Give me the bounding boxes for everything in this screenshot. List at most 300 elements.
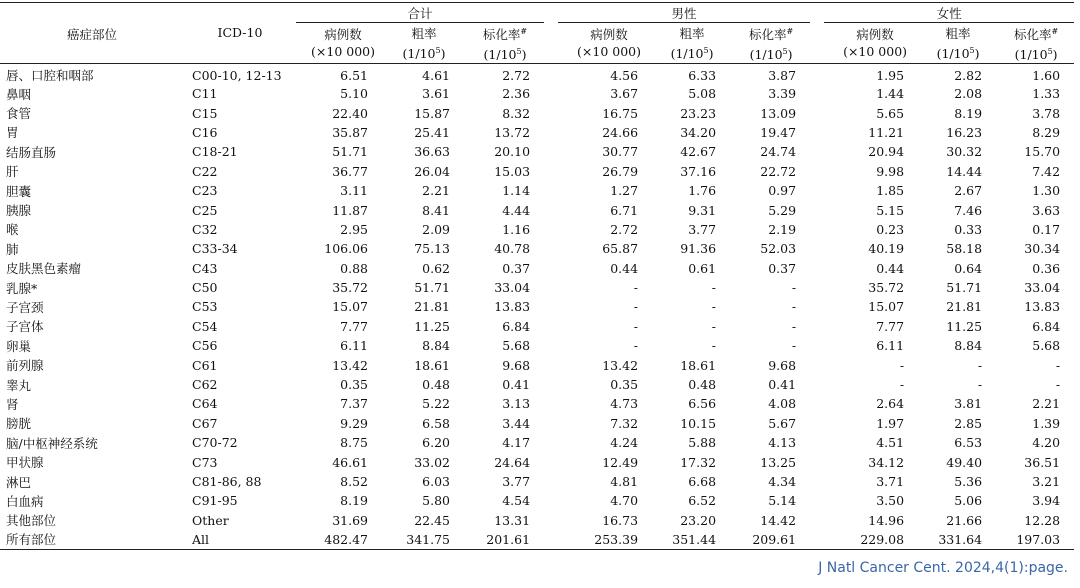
cell-male-cases: 4.73 [610,396,639,412]
cell-male-cases: 3.67 [610,86,639,102]
crude-label: 粗率 [945,25,971,41]
cell-total-cases: 22.40 [332,105,368,121]
cell-gap [810,123,824,142]
cell-female-asr: 0.17 [1032,221,1061,237]
asr-label: 标化率 [748,27,787,42]
cell-gap [544,64,558,85]
cell-total-crude: 8.84 [422,338,450,354]
cell-male-cases: 16.73 [602,512,639,528]
cell-total-cases: 2.95 [340,221,368,237]
cell-female-crude: 8.84 [954,338,983,354]
cell-female-cases: 5.65 [876,105,905,121]
cell-male-cases: 4.70 [610,493,639,509]
cell-gap [810,355,824,374]
cell-female-cases: 3.71 [876,474,905,489]
table-row [0,220,1074,239]
table-row [0,375,1074,394]
cell-gap [810,64,824,85]
subheader-gap [810,23,824,64]
cell-icd: C00-10, 12-13 [192,67,282,83]
cell-gap [544,84,558,103]
header-site: 癌症部位 [0,3,184,64]
cell-total-asr: 3.77 [502,474,531,489]
cell-female-asr: 13.83 [1024,299,1061,315]
cell-female-asr: 2.21 [1032,396,1061,412]
cell-site: 喉 [6,222,19,238]
cell-site: 唇、口腔和咽部 [6,68,94,83]
cell-total-asr: 201.61 [486,531,531,547]
cell-gap [544,452,558,471]
cell-male-crude: 6.68 [688,474,717,489]
cell-female-crude: 0.64 [954,260,983,276]
cell-female-cases: 1.95 [876,67,905,83]
cell-site: 白血病 [6,493,44,509]
cell-site: 脑/中枢神经系统 [6,435,98,451]
cell-female-crude: 5.06 [954,493,983,509]
table-row [0,181,1074,200]
subheader-total-asr: 标化率# $(1/10^5)$ [482,27,528,62]
cell-total-crude: 341.75 [406,531,450,547]
cell-total-crude: 4.61 [422,67,450,83]
cell-female-crude: 21.81 [946,299,983,315]
subheader-total-cases [296,23,382,64]
cell-total-cases: 51.71 [332,144,368,160]
cases-unit: (×10 000) [843,44,908,59]
citation-text: J Natl Cancer Cent. 2024,4(1):page. [818,560,1068,576]
cell-site: 睾丸 [6,377,32,393]
cell-total-cases: 8.75 [340,435,368,451]
cell-icd: C15 [192,105,218,121]
cases-unit: (×10 000) [577,44,642,59]
cell-icd: C33-34 [192,241,238,257]
cell-total-asr: 13.31 [494,512,531,528]
cell-total-cases: 0.88 [340,260,368,276]
cell-icd: C53 [192,299,218,315]
subheader-male-crude: 粗率 $(1/10^5)$ [670,25,714,61]
table-row [0,123,1074,142]
cell-male-asr: 24.74 [760,144,797,160]
cell-male-asr: 0.97 [768,183,797,199]
cell-male-crude: 91.36 [680,241,717,257]
cell-total-crude: 5.22 [422,396,450,412]
cell-gap [544,491,558,510]
cell-male-crude: 37.16 [680,163,717,179]
cell-total-cases: 8.19 [340,493,368,509]
cell-male-cases: - [633,280,639,296]
cell-site: 所有部位 [6,532,57,548]
table-row [0,239,1074,258]
subheader-male-asr: 标化率# $(1/10^5)$ [748,27,794,62]
cell-total-cases: 0.35 [340,377,368,393]
cell-gap [544,278,558,297]
crude-label: 粗率 [411,25,437,41]
cell-male-cases: 16.75 [602,105,639,121]
cell-male-asr: 5.14 [768,493,797,509]
cases-unit: (×10 000) [311,44,375,59]
subheader-total-crude: 粗率 $(1/10^5)$ [402,25,446,61]
cell-male-asr: 0.37 [768,260,797,276]
cell-total-cases: 106.06 [324,241,368,257]
cell-female-asr: 36.51 [1024,454,1061,470]
cell-total-asr: 4.17 [502,435,531,451]
table-row [0,259,1074,278]
table-row [0,530,1074,549]
cell-total-asr: 0.37 [502,260,531,276]
cell-gap [810,414,824,433]
cell-female-asr: 12.28 [1024,512,1061,528]
asr-label: 标化率 [1013,27,1052,42]
cell-gap [810,491,824,510]
cell-total-asr: 24.64 [494,454,531,470]
cell-site: 鼻咽 [6,86,32,102]
cell-male-crude: 5.08 [688,86,717,102]
cell-total-crude: 2.09 [422,221,450,237]
cell-icd: C70-72 [192,435,238,451]
cell-male-asr: 4.34 [768,474,797,489]
cell-total-asr: 33.04 [494,280,531,296]
cell-male-asr: 0.41 [768,377,797,393]
cell-male-cases: - [633,318,639,334]
cell-male-cases: 30.77 [602,144,639,160]
cell-female-crude: 8.19 [954,105,983,121]
cell-female-asr: 3.78 [1032,105,1061,121]
cell-male-crude: 23.20 [680,512,717,528]
cases-label: 病例数 [856,27,894,42]
cell-male-asr: 3.39 [768,86,797,102]
cell-female-cases: - [899,357,905,373]
cell-female-cases: 1.97 [876,415,905,431]
cell-female-crude: 30.32 [946,144,983,160]
cell-gap [544,162,558,181]
cell-male-cases: 7.32 [610,415,639,431]
cell-female-cases: 1.44 [876,86,905,102]
cell-female-cases: 1.85 [876,183,905,199]
cell-female-asr: 8.29 [1032,124,1061,140]
cell-total-crude: 8.41 [422,202,450,218]
cell-total-crude: 22.45 [414,512,450,528]
cell-male-crude: 6.33 [688,67,717,83]
group-header-total: 合计 [296,3,544,23]
cell-gap [544,394,558,413]
cell-site: 胃 [6,125,19,141]
cell-total-cases: 6.51 [340,67,368,83]
cell-gap [810,452,824,471]
cell-male-asr: 4.08 [768,396,797,412]
cell-male-asr: 5.67 [768,415,797,431]
cell-total-asr: 4.54 [502,493,531,509]
cell-total-asr: 3.44 [502,415,531,431]
table-row [0,317,1074,336]
cell-gap [544,259,558,278]
cell-male-asr: 3.87 [768,67,797,83]
cell-site: 肾 [6,396,19,412]
cell-female-crude: 3.81 [954,396,983,412]
cell-total-crude: 5.80 [422,493,450,509]
cases-label: 病例数 [590,27,628,42]
cell-female-asr: 197.03 [1016,531,1061,547]
cell-icd: C56 [192,338,218,354]
cell-gap [544,181,558,200]
cell-total-crude: 33.02 [414,454,450,470]
subheader-gap [544,23,558,64]
cell-total-cases: 7.77 [340,318,368,334]
header-icd: ICD-10 [184,3,296,64]
cell-gap [544,200,558,219]
cell-site: 膀胱 [6,416,32,432]
cell-site: 皮肤黑色素瘤 [6,261,82,277]
cell-total-cases: 11.87 [332,202,368,218]
cell-gap [810,220,824,239]
cell-total-asr: 4.44 [502,202,531,218]
cell-male-crude: 5.88 [688,435,717,451]
cell-icd: C91-95 [192,493,238,509]
cell-male-crude: 0.61 [688,260,717,276]
cell-gap [544,511,558,530]
cell-gap [544,530,558,549]
cell-female-asr: 3.63 [1032,202,1061,218]
cell-female-cases: 0.44 [876,260,905,276]
cell-total-crude: 6.58 [422,415,450,431]
cell-male-asr: 13.09 [760,105,797,121]
cell-female-crude: 6.53 [954,435,983,451]
cell-female-crude: 2.82 [954,67,983,83]
cell-gap [810,297,824,316]
cell-total-cases: 31.69 [332,512,368,528]
cell-female-cases: 11.21 [868,124,905,140]
cell-site: 前列腺 [6,358,44,374]
table-row [0,491,1074,510]
cell-female-asr: 33.04 [1024,280,1061,296]
cell-female-asr: 7.42 [1032,163,1061,179]
asr-label: 标化率 [482,27,521,42]
cell-total-crude: 51.71 [414,280,450,296]
cell-female-crude: 331.64 [938,531,983,547]
cell-total-asr: 1.16 [502,221,531,237]
cell-gap [810,317,824,336]
cell-male-asr: - [791,280,797,296]
cell-female-cases: 40.19 [868,241,905,257]
cell-female-asr: 0.36 [1032,260,1061,276]
cell-male-crude: 10.15 [680,415,717,431]
cell-female-cases: 4.51 [876,435,905,451]
table-row [0,297,1074,316]
cell-male-crude: 23.23 [680,105,717,121]
cell-total-crude: 6.20 [422,435,450,451]
cell-site: 食管 [6,106,32,122]
cell-icd: All [192,531,210,547]
cell-male-crude: - [711,338,717,354]
cell-male-cases: 1.27 [610,183,639,199]
cell-total-asr: 2.72 [502,67,531,83]
cell-male-crude: - [711,318,717,334]
cell-male-asr: 2.19 [768,221,797,237]
cell-female-cases: 6.11 [876,338,905,354]
cell-male-cases: 253.39 [594,531,639,547]
cell-gap [544,297,558,316]
cell-gap [810,336,824,355]
cell-gap [544,414,558,433]
cell-female-cases: 5.15 [876,202,905,218]
cell-gap [544,123,558,142]
cell-gap [810,142,824,161]
cell-male-cases: 0.44 [610,260,639,276]
cell-total-asr: 13.83 [494,299,531,315]
incidence-table-container [0,2,1074,550]
cell-total-asr: 20.10 [494,144,531,160]
cell-total-crude: 36.63 [414,144,450,160]
cell-male-cases: 2.72 [610,221,639,237]
cell-male-cases: 0.35 [610,377,639,393]
cell-female-cases: 9.98 [876,163,905,179]
cell-male-cases: 4.81 [610,474,639,489]
cell-female-cases: 0.23 [876,221,905,237]
cell-total-cases: 6.11 [340,338,368,354]
cell-female-crude: - [977,377,983,393]
cell-icd: C25 [192,202,218,218]
subheader-female-asr: 标化率# $(1/10^5)$ [1013,27,1059,62]
cell-icd: C32 [192,221,218,237]
cell-icd: Other [192,512,229,528]
cell-gap [544,142,558,161]
cell-icd: C16 [192,124,218,140]
cell-female-asr: 1.39 [1032,415,1061,431]
table-row [0,336,1074,355]
cell-gap [810,394,824,413]
cell-site: 甲状腺 [6,455,44,471]
cell-gap [544,336,558,355]
cell-male-asr: 13.25 [760,454,797,470]
cell-site: 乳腺* [6,280,38,296]
cell-male-asr: - [791,299,797,315]
cell-icd: C18-21 [192,144,238,160]
cell-total-asr: 0.41 [502,377,531,393]
cell-female-crude: 2.08 [954,86,983,102]
cell-gap [544,355,558,374]
cell-icd: C64 [192,396,218,412]
cell-female-cases: 7.77 [876,318,905,334]
table-row [0,162,1074,181]
cell-male-cases: 24.66 [602,124,639,140]
cell-gap [544,103,558,122]
cell-female-asr: 15.70 [1024,144,1061,160]
cell-female-cases: 229.08 [860,531,905,547]
cell-female-asr: 30.34 [1024,241,1061,257]
cell-site: 子宫颈 [6,299,44,315]
cell-total-cases: 46.61 [332,454,368,470]
cell-female-crude: - [977,357,983,373]
cell-icd: C73 [192,454,218,470]
cell-gap [810,375,824,394]
cell-female-crude: 2.67 [954,183,983,199]
cell-gap [810,278,824,297]
table-row [0,200,1074,219]
cell-icd: C62 [192,377,218,393]
cell-female-crude: 16.23 [946,124,983,140]
cell-gap [810,200,824,219]
table-row [0,103,1074,122]
cell-male-asr: 52.03 [760,241,797,257]
cell-gap [544,317,558,336]
cell-male-crude: 3.77 [688,221,717,237]
cell-total-cases: 13.42 [332,357,368,373]
cell-male-crude: 0.48 [688,377,717,393]
cell-female-crude: 58.18 [946,241,983,257]
cell-icd: C11 [192,86,218,102]
table-row [0,355,1074,374]
cell-icd: C50 [192,280,218,296]
cell-total-asr: 8.32 [502,105,531,121]
table-body [0,64,1074,550]
cell-male-cases: - [633,338,639,354]
cell-female-asr: 6.84 [1032,318,1061,334]
cell-male-crude: 18.61 [680,357,717,373]
cell-total-crude: 15.87 [414,105,450,121]
cell-female-asr: 1.33 [1032,86,1061,102]
cell-gap [810,239,824,258]
cell-total-crude: 18.61 [414,357,450,373]
cell-female-cases: 15.07 [868,299,905,315]
cell-male-cases: 13.42 [602,357,639,373]
cell-total-crude: 25.41 [414,124,450,140]
cell-male-asr: 209.61 [752,531,797,547]
cell-total-crude: 0.48 [422,377,450,393]
cell-total-cases: 3.11 [340,183,368,199]
cell-total-crude: 21.81 [414,299,450,315]
cell-total-asr: 9.68 [502,357,531,373]
cell-male-cases: - [633,299,639,315]
cell-site: 结肠直肠 [6,144,57,160]
cell-female-crude: 0.33 [954,221,983,237]
cell-female-crude: 7.46 [954,202,983,218]
table-row [0,84,1074,103]
cell-gap [810,259,824,278]
cell-female-asr: 3.21 [1032,474,1061,489]
table-row [0,452,1074,471]
cell-female-asr: 3.94 [1032,493,1061,509]
cell-male-asr: 4.13 [768,435,797,451]
cell-site: 胰腺 [6,203,32,219]
cell-total-cases: 35.87 [332,124,368,140]
cell-total-crude: 75.13 [414,241,450,257]
cell-total-cases: 482.47 [324,531,368,547]
cell-total-cases: 35.72 [332,280,368,296]
cell-female-crude: 2.85 [954,415,983,431]
cell-gap [810,181,824,200]
table-row [0,394,1074,413]
cell-gap [544,472,558,491]
cell-female-cases: - [899,377,905,393]
cell-female-cases: 34.12 [868,454,905,470]
cell-male-crude: 42.67 [680,144,717,160]
group-header-male: 男性 [558,3,810,23]
cell-male-crude: 34.20 [680,124,717,140]
cell-site: 肺 [6,241,19,257]
cell-total-asr: 6.84 [502,318,531,334]
cell-female-crude: 11.25 [946,318,983,334]
cancer-incidence-table [0,2,1074,550]
cell-gap [810,433,824,452]
cell-male-cases: 4.56 [610,67,639,83]
cell-female-cases: 2.64 [876,396,905,412]
group-header-female: 女性 [824,3,1074,23]
table-row [0,433,1074,452]
cell-total-asr: 15.03 [494,163,531,179]
cell-total-cases: 9.29 [340,415,368,431]
cell-site: 淋巴 [6,474,32,490]
subheader-female-crude: 粗率 $(1/10^5)$ [936,25,980,61]
cell-site: 其他部位 [6,513,57,529]
cell-male-crude: - [711,299,717,315]
